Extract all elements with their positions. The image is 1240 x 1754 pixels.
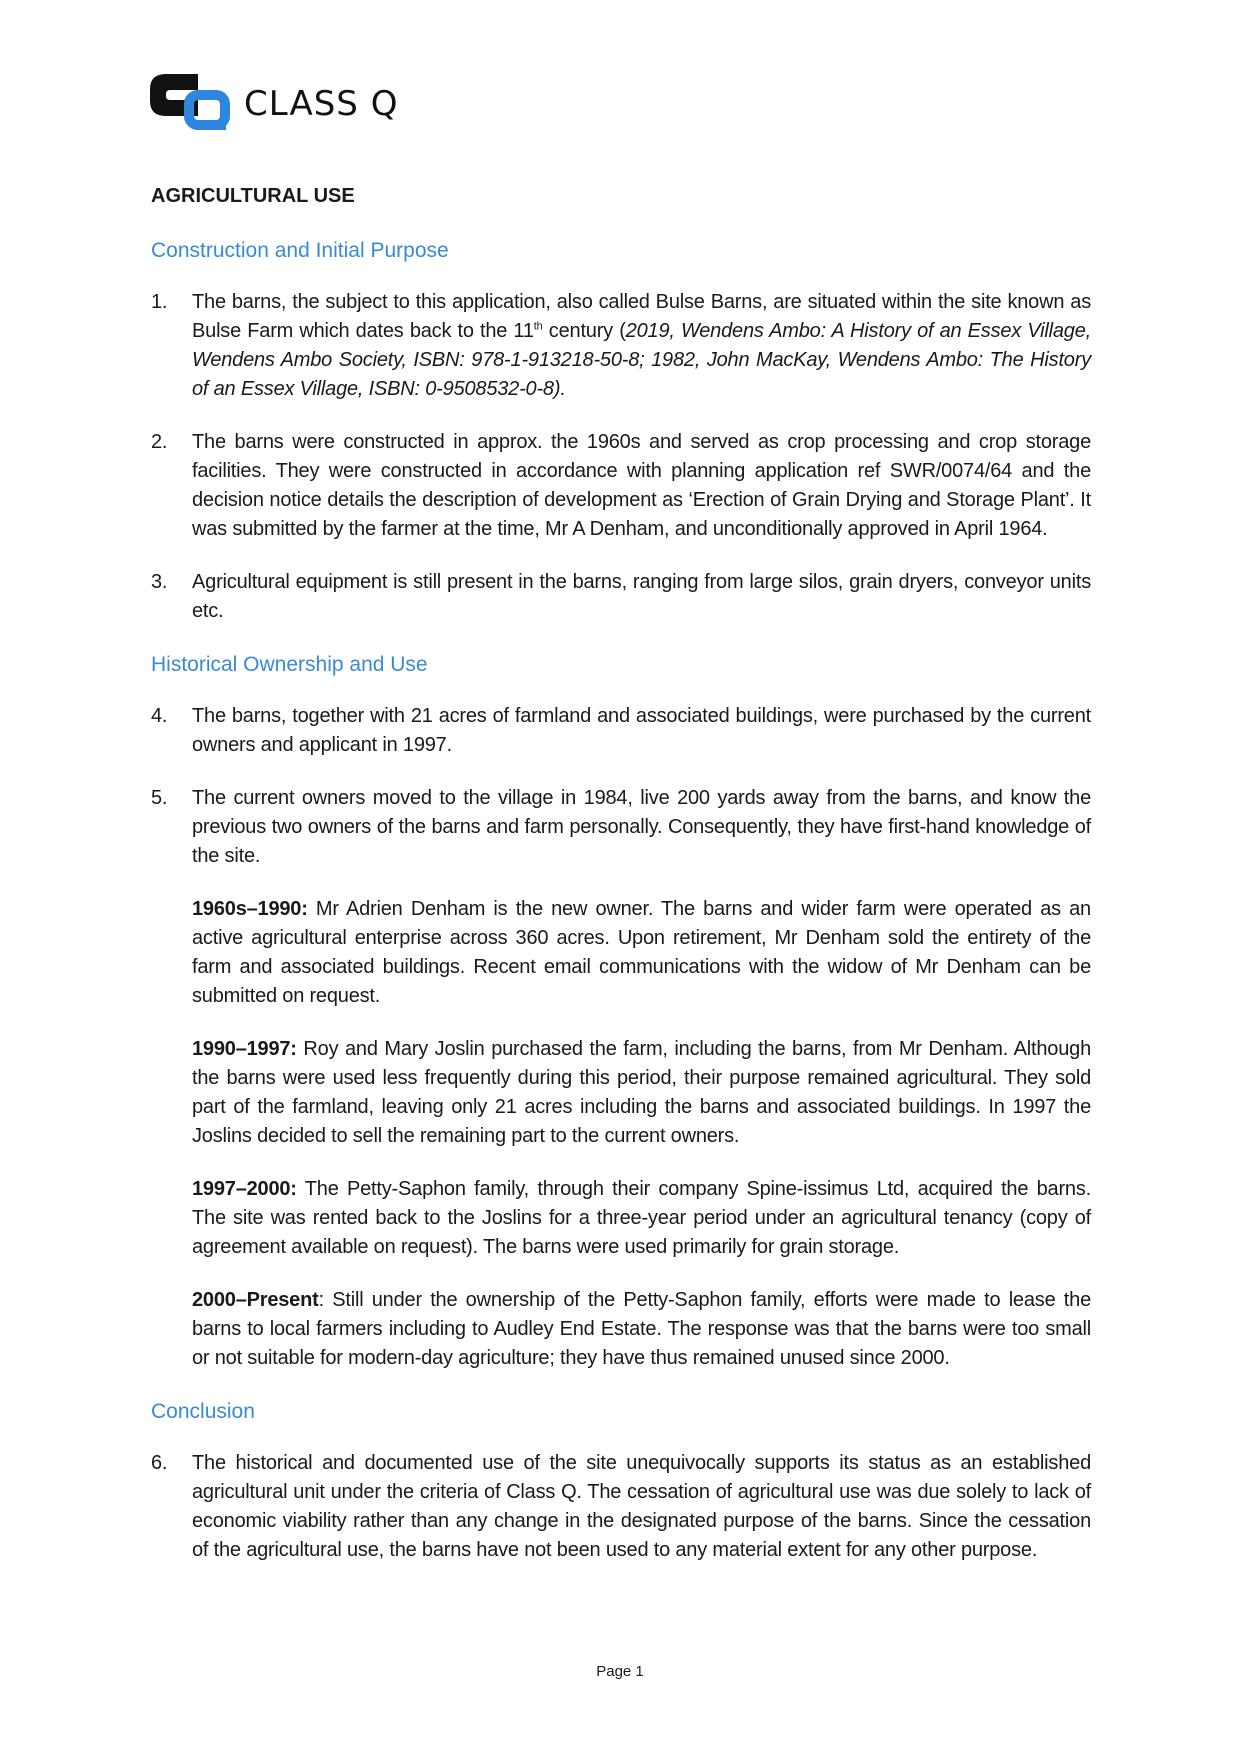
paragraph-2 (151, 428, 1091, 544)
section-heading-construction: Construction and Initial Purpose (151, 239, 449, 262)
period-label: 2000–Present (192, 1289, 319, 1311)
paragraph-4 (151, 702, 1091, 760)
section-heading-conclusion: Conclusion (151, 1400, 255, 1423)
paragraph-1 (151, 288, 1091, 404)
paragraph-5 (151, 784, 1091, 871)
ownership-period-1997-2000 (192, 1175, 1091, 1262)
paragraph-text: The historical and documented use of the site unequivocally supports its status as an established agricultural unit under the criteria of Class Q. The cessation of agricultural use was due solely to lack of economic viability rather than any change in the designated purpose of the barns. Since the cessation of the agricultural use, the barns have not been used to any material extent for any other purpose. (192, 1452, 1091, 1561)
ownership-period-1990-1997 (192, 1035, 1091, 1151)
paragraph-number: 4. (151, 705, 168, 727)
paragraph-text-part: century ( (542, 320, 626, 342)
page-number: Page 1 (596, 1663, 644, 1680)
paragraph-text-part: The barns, the subject to this application, also called Bulse Barns, are situated within the site known as Bulse Farm which dates back to the 11 (192, 291, 1091, 342)
period-text: Roy and Mary Joslin purchased the farm, including the barns, from Mr Denham. Although the barns were used less frequently during this period, their purpose remained agricultural. They sold part of the farmland, leaving only 21 acres including the barns and associated buildings. In 1997 the Joslins decided to sell the remaining part to the current owners. (192, 1038, 1091, 1147)
period-text: : Still under the ownership of the Petty-Saphon family, efforts were made to lease the barns to local farmers including to Audley End Estate. The response was that the barns were too small or not suitable for modern-day agriculture; they have thus remained unused since 2000. (192, 1289, 1091, 1369)
paragraph-text: Agricultural equipment is still present in the barns, ranging from large silos, grain dryers, conveyor units etc. (192, 571, 1091, 622)
paragraph-number: 6. (151, 1452, 168, 1474)
class-q-logo (150, 72, 398, 132)
class-q-logo-icon (150, 72, 234, 132)
paragraph-text: The barns, together with 21 acres of farmland and associated buildings, were purchased by the current owners and applicant in 1997. (192, 705, 1091, 756)
section-heading-ownership: Historical Ownership and Use (151, 653, 428, 676)
citation: 2019, Wendens Ambo: A History of an Essex Village, Wendens Ambo Society, ISBN: 978-1-913218-50-8; 1982, John MacKay, Wendens Ambo: The History of an Essex Village, ISBN: 0-9508532-0-8). (192, 320, 1091, 400)
period-label: 1960s–1990: (192, 898, 308, 920)
paragraph-number: 5. (151, 787, 168, 809)
document-body (151, 182, 1091, 1589)
paragraph-number: 1. (151, 291, 168, 313)
ordinal-superscript: th (533, 320, 543, 333)
paragraph-number: 2. (151, 431, 168, 453)
paragraph-text: The barns were constructed in approx. the 1960s and served as crop processing and crop storage facilities. They were constructed in accordance with planning application ref SWR/0074/64 and the decision notice details the description of development as ‘Erection of Grain Drying and Storage Plant’. It was submitted by the farmer at the time, Mr A Denham, and unconditionally approved in April 1964. (192, 431, 1091, 540)
ownership-period-2000-present (192, 1286, 1091, 1373)
period-label: 1997–2000: (192, 1178, 297, 1200)
paragraph-6 (151, 1449, 1091, 1565)
period-text: The Petty-Saphon family, through their company Spine-issimus Ltd, acquired the barns. The site was rented back to the Joslins for a three-year period under an agricultural tenancy (copy of agreement available on request). The barns were used primarily for grain storage. (192, 1178, 1091, 1258)
page-title: AGRICULTURAL USE (151, 185, 355, 207)
paragraph-3 (151, 568, 1091, 626)
paragraph-text: The current owners moved to the village in 1984, live 200 yards away from the barns, and know the previous two owners of the barns and farm personally. Consequently, they have first-hand knowledge of the site. (192, 787, 1091, 867)
paragraph-number: 3. (151, 571, 168, 593)
logo-wordmark: CLASS Q (244, 84, 399, 124)
paragraph-text (192, 288, 1091, 404)
period-label: 1990–1997: (192, 1038, 297, 1060)
period-text: Mr Adrien Denham is the new owner. The barns and wider farm were operated as an active agricultural enterprise across 360 acres. Upon retirement, Mr Denham sold the entirety of the farm and associated buildings. Recent email communications with the widow of Mr Denham can be submitted on request. (192, 898, 1091, 1007)
ownership-period-1960s-1990 (192, 895, 1091, 1011)
